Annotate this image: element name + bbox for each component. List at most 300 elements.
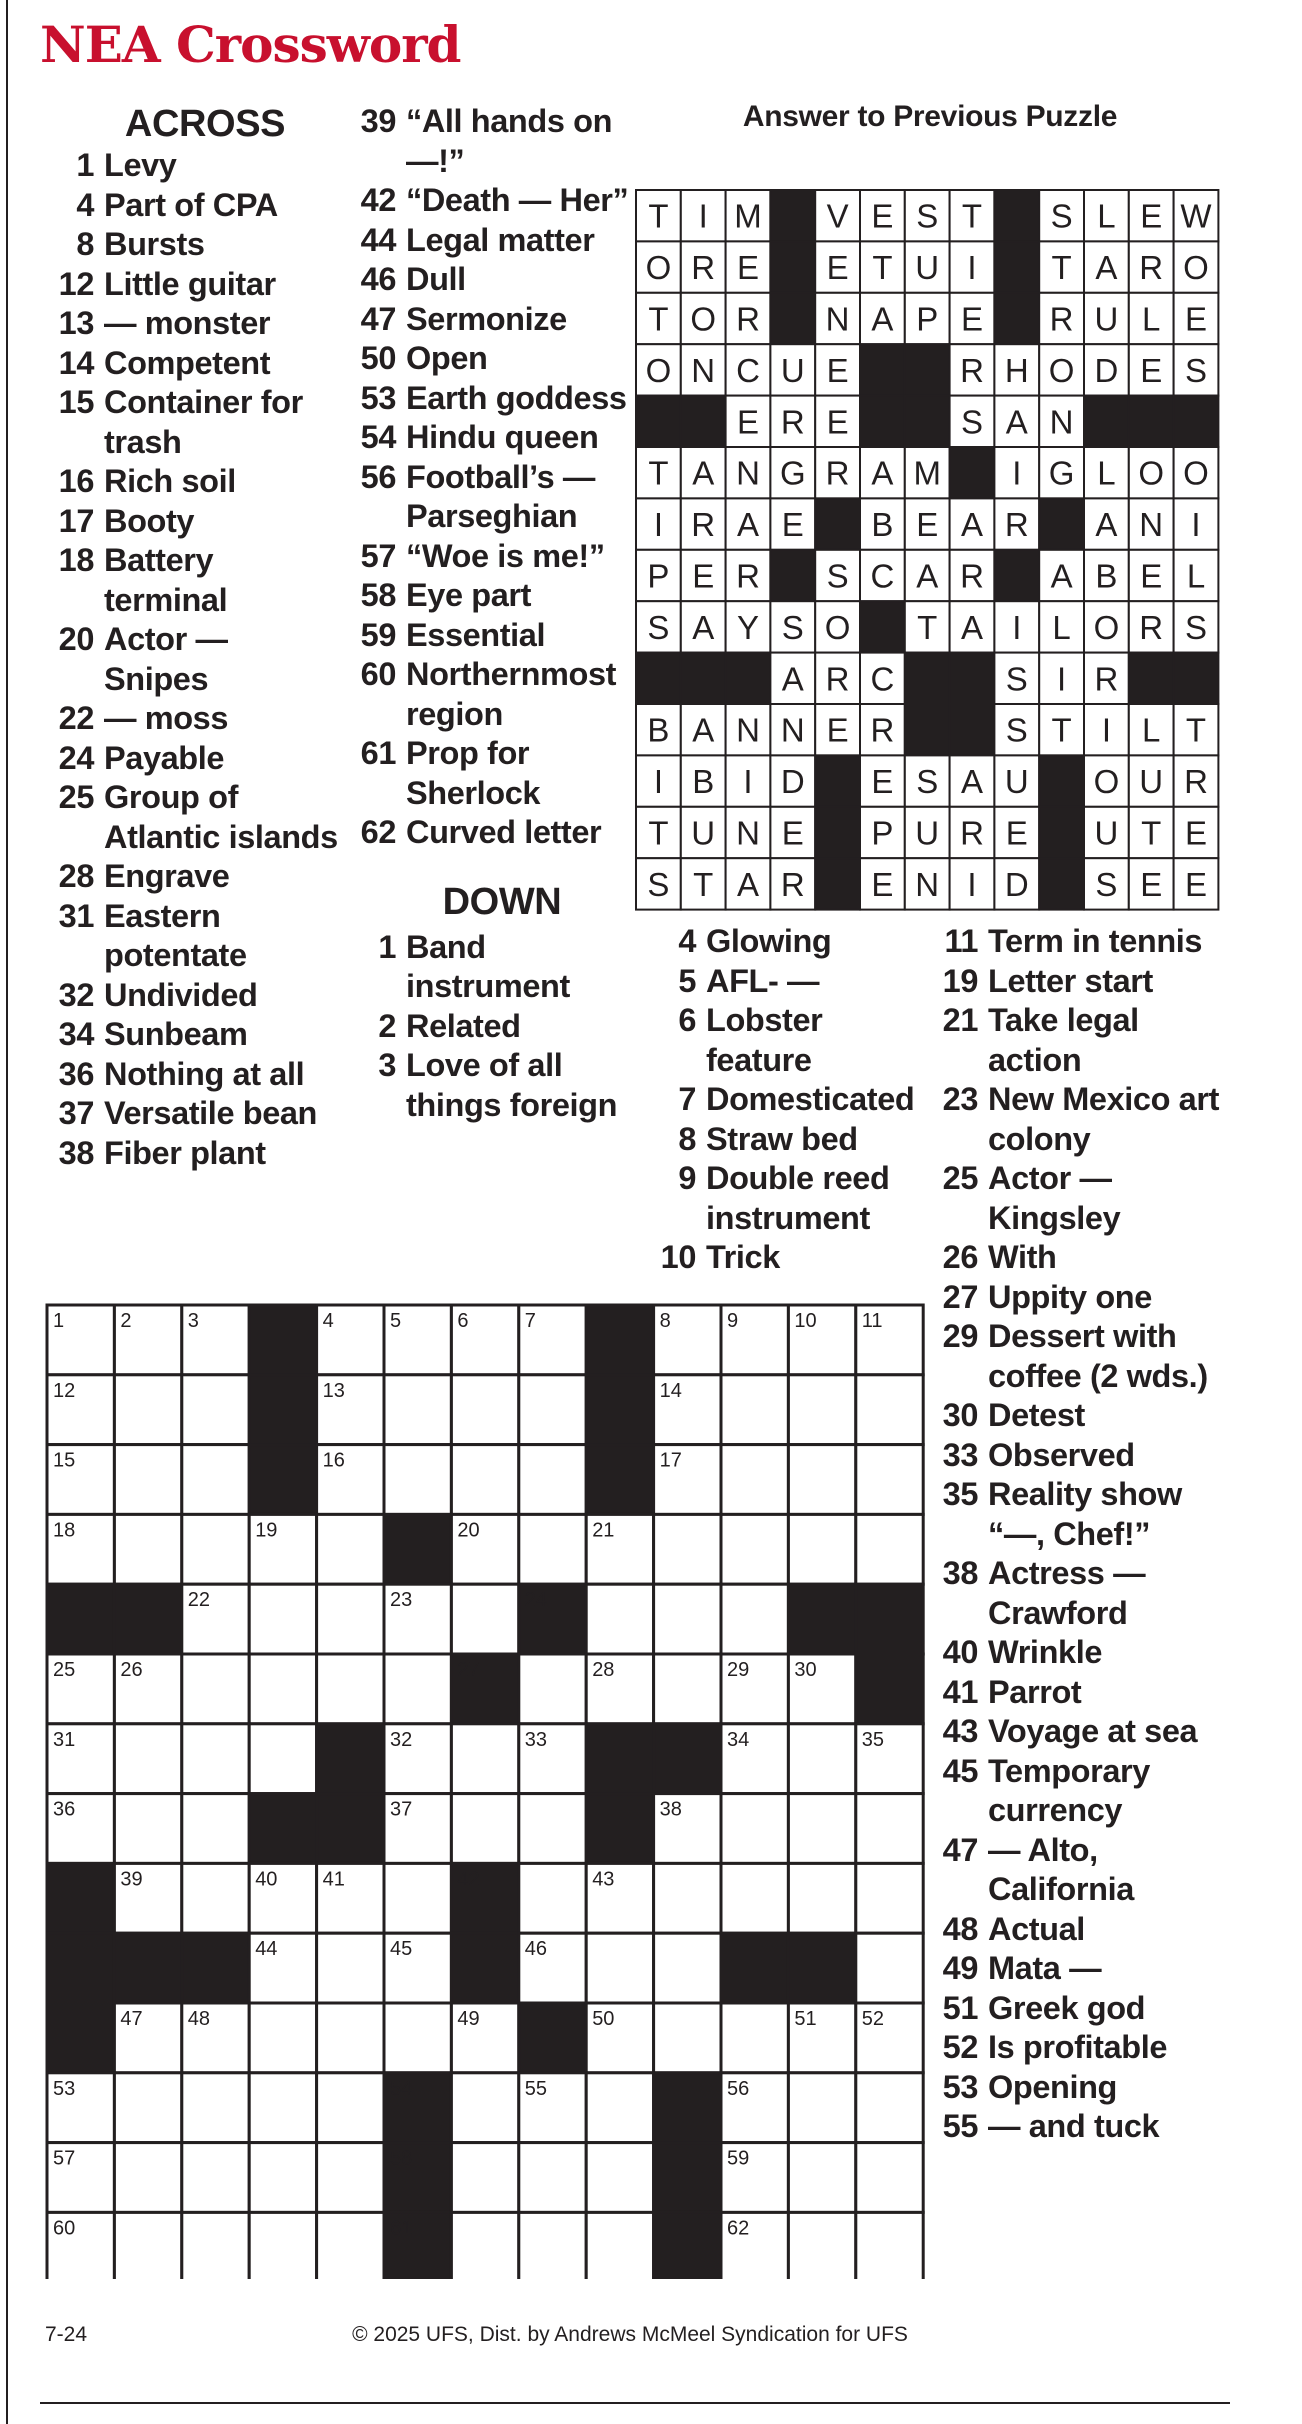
clue-text: Voyage at sea (988, 1713, 1198, 1749)
clue-number: 18 (58, 542, 94, 578)
clue-number: 5 (678, 962, 696, 999)
answer-letter: P (871, 814, 894, 852)
grid-cell[interactable] (384, 1654, 451, 1724)
clue-number: 49 (942, 1950, 978, 1986)
grid-cell[interactable] (182, 2073, 249, 2143)
across-clue (342, 616, 632, 656)
clue-number: 29 (942, 1318, 978, 1354)
answer-letter: E (692, 557, 715, 595)
across-clue (40, 146, 340, 186)
answer-letter: U (1094, 300, 1119, 338)
answer-letter: A (692, 711, 715, 749)
grid-cell[interactable] (856, 1375, 923, 1445)
across-clue (342, 300, 632, 340)
cell-number: 46 (524, 1938, 548, 1961)
grid-cell[interactable] (451, 1584, 518, 1654)
grid-cell[interactable] (721, 1375, 788, 1445)
clue-text: Eastern potentate (104, 897, 247, 973)
grid-cell[interactable] (654, 2003, 721, 2073)
clue-number: 24 (58, 739, 94, 776)
across-clue (40, 304, 340, 344)
down-clue (924, 1831, 1224, 1910)
answer-letter: G (779, 454, 806, 492)
grid-cell[interactable] (317, 2073, 384, 2143)
grid-cell[interactable] (519, 1794, 586, 1864)
clue-number: 6 (678, 1002, 696, 1038)
grid-cell[interactable] (249, 2073, 316, 2143)
clue-number: 8 (678, 1120, 696, 1157)
grid-cell[interactable] (788, 1375, 855, 1445)
grid-block-cell (654, 2073, 721, 2143)
cell-number: 25 (53, 1659, 76, 1681)
grid-cell[interactable] (788, 1445, 855, 1515)
down-clue (342, 1007, 632, 1047)
clue-text: Part of CPA (104, 186, 278, 223)
answer-letter: S (1005, 711, 1028, 749)
clue-number: 52 (942, 2029, 978, 2065)
down-clue (924, 1712, 1224, 1752)
clue-number: 19 (942, 962, 978, 999)
answer-letter: A (692, 608, 715, 646)
grid-cell[interactable] (856, 2143, 923, 2213)
grid-cell[interactable] (114, 2073, 181, 2143)
clue-number: 48 (942, 1910, 978, 1947)
answer-letter: P (916, 300, 939, 338)
grid-block-cell (47, 1863, 114, 1933)
grid-cell[interactable] (317, 2212, 384, 2279)
answer-block-cell (905, 653, 950, 704)
clue-text: Double reed instrument (706, 1160, 890, 1236)
grid-cell[interactable] (856, 1863, 923, 1933)
clue-number: 51 (942, 1989, 978, 2026)
down-clue (924, 1278, 1224, 1318)
grid-cell[interactable] (317, 1933, 384, 2003)
clue-number: 7 (678, 1081, 696, 1117)
grid-block-cell (788, 1933, 855, 2003)
clue-number: 21 (942, 1002, 978, 1038)
down-clue (924, 1752, 1224, 1831)
cell-number: 22 (187, 1589, 211, 1612)
clue-text: Trick (706, 1239, 780, 1275)
grid-cell[interactable] (721, 1514, 788, 1584)
across-clue (40, 186, 340, 226)
answer-letter: R (870, 711, 895, 749)
down-clue (642, 1120, 932, 1160)
grid-cell[interactable] (114, 2143, 181, 2213)
across-clue (342, 221, 632, 261)
grid-cell[interactable] (586, 2143, 653, 2213)
clue-text: Undivided (104, 976, 258, 1013)
grid-cell[interactable] (317, 1584, 384, 1654)
cell-number: 56 (727, 2077, 750, 2100)
clue-number: 14 (58, 344, 94, 381)
grid-cell[interactable] (721, 1794, 788, 1864)
grid-cell[interactable] (654, 1933, 721, 2003)
cell-number: 4 (322, 1310, 334, 1332)
answer-letter: U (691, 814, 716, 852)
answer-block-cell (860, 601, 905, 652)
across-clue (342, 537, 632, 577)
cell-number: 50 (592, 2008, 615, 2030)
cell-number: 32 (390, 1728, 413, 1751)
grid-cell[interactable] (721, 1445, 788, 1515)
cell-number: 42 (457, 1868, 480, 1891)
grid-cell[interactable] (451, 1375, 518, 1445)
cell-number: 14 (659, 1379, 682, 1402)
clue-text: “Death — Her” (406, 182, 629, 218)
grid-cell[interactable] (519, 1654, 586, 1724)
grid-cell[interactable] (586, 2073, 653, 2143)
answer-letter: I (1057, 660, 1067, 698)
grid-cell[interactable] (114, 1514, 181, 1584)
grid-cell[interactable] (182, 1654, 249, 1724)
grid-cell[interactable] (317, 2143, 384, 2213)
grid-cell[interactable] (788, 1863, 855, 1933)
puzzle-date: 7-24 (45, 2323, 88, 2346)
clue-text: Nothing at all (104, 1055, 305, 1092)
answer-letter: R (825, 660, 850, 698)
answer-letter: A (1095, 506, 1118, 544)
grid-cell[interactable] (249, 1724, 316, 1794)
grid-cell[interactable] (451, 1724, 518, 1794)
grid-cell[interactable] (788, 2143, 855, 2213)
grid-cell[interactable] (586, 1933, 653, 2003)
answer-letter: N (825, 300, 850, 338)
grid-cell[interactable] (384, 1445, 451, 1515)
answer-letter: D (1094, 351, 1119, 389)
clue-text: Greek god (988, 1989, 1146, 2026)
grid-cell[interactable] (788, 2212, 855, 2279)
answer-letter: I (653, 506, 663, 544)
across-clue (342, 576, 632, 616)
answer-block-cell (1039, 807, 1084, 858)
down-clue (924, 1080, 1224, 1159)
clue-number: 53 (360, 379, 396, 416)
grid-cell[interactable] (721, 1863, 788, 1933)
grid-cell[interactable] (654, 1654, 721, 1724)
across-clue (40, 1015, 340, 1055)
answer-letter: O (645, 351, 672, 389)
previous-answer-grid (634, 188, 1222, 922)
grid-cell[interactable] (586, 2212, 653, 2279)
cell-number: 39 (120, 1868, 143, 1891)
answer-letter: T (648, 300, 669, 338)
cell-number: 61 (390, 2217, 413, 2240)
grid-cell[interactable] (249, 1654, 316, 1724)
across-clue (342, 339, 632, 379)
clue-text: New Mexico art colony (988, 1081, 1220, 1157)
answer-letter: S (781, 608, 804, 646)
clue-text: Versatile bean (104, 1095, 317, 1131)
clue-text: Battery terminal (104, 542, 228, 618)
clue-text: “Woe is me!” (406, 537, 605, 574)
clue-number: 30 (942, 1397, 978, 1433)
answer-block-cell (950, 704, 995, 755)
grid-cell[interactable] (788, 2073, 855, 2143)
answer-letter: A (1005, 403, 1028, 441)
answer-block-cell (636, 396, 681, 447)
answer-letter: L (1142, 300, 1161, 338)
cell-number: 33 (524, 1728, 548, 1751)
answer-letter: U (1004, 763, 1029, 801)
answer-letter: I (1012, 608, 1022, 646)
clue-number: 10 (660, 1239, 696, 1275)
grid-cell[interactable] (182, 1514, 249, 1584)
answer-block-cell (994, 293, 1039, 344)
answer-letter: R (960, 814, 984, 852)
grid-cell[interactable] (114, 2212, 181, 2279)
grid-cell[interactable] (586, 1584, 653, 1654)
across-clue (342, 813, 632, 853)
clue-number: 27 (942, 1278, 978, 1315)
clue-text: Glowing (706, 923, 832, 959)
grid-cell[interactable] (451, 1794, 518, 1864)
answer-letter: B (647, 711, 670, 749)
grid-cell[interactable] (654, 1863, 721, 1933)
answer-letter: O (1183, 249, 1209, 287)
clue-text: Take legal action (988, 1002, 1139, 1078)
clue-text: Group of Atlantic islands (104, 779, 338, 855)
answer-letter: T (648, 814, 669, 852)
answer-letter: A (781, 660, 804, 698)
grid-cell[interactable] (114, 1794, 181, 1864)
answer-letter: B (692, 763, 715, 801)
cell-number: 43 (592, 1868, 615, 1891)
grid-cell[interactable] (182, 1794, 249, 1864)
grid-cell[interactable] (856, 1794, 923, 1864)
grid-block-cell (114, 1933, 181, 2003)
answer-block-cell (770, 241, 815, 292)
grid-cell[interactable] (519, 1445, 586, 1515)
answer-letter: D (780, 763, 805, 801)
down-column-3 (924, 922, 1224, 2147)
across-clue (342, 418, 632, 458)
crossword-grid (45, 1303, 925, 2279)
grid-cell[interactable] (519, 1375, 586, 1445)
clue-text: With (988, 1239, 1057, 1275)
clue-number: 35 (942, 1476, 978, 1512)
grid-cell[interactable] (317, 2003, 384, 2073)
answer-letter: E (826, 249, 849, 287)
answer-letter: O (1183, 454, 1209, 492)
grid-cell[interactable] (114, 1724, 181, 1794)
clue-number: 47 (360, 300, 396, 337)
grid-cell[interactable] (856, 2212, 923, 2279)
answer-letter: E (1140, 197, 1163, 235)
answer-letter: E (871, 197, 894, 235)
answer-letter: T (648, 197, 669, 235)
grid-cell[interactable] (721, 2003, 788, 2073)
across-clue (40, 699, 340, 739)
clue-text: Fiber plant (104, 1134, 266, 1171)
grid-cell[interactable] (451, 2143, 518, 2213)
answer-block-cell (1129, 653, 1174, 704)
down-clue-list-continued (924, 922, 1224, 2147)
cell-number: 27 (457, 1659, 480, 1681)
grid-cell[interactable] (249, 2212, 316, 2279)
cell-number: 54 (390, 2077, 413, 2100)
grid-block-cell (721, 1933, 788, 2003)
grid-cell[interactable] (654, 1514, 721, 1584)
clue-text: Letter start (988, 962, 1153, 999)
clue-number: 37 (58, 1095, 94, 1131)
clue-text: — moss (104, 700, 229, 736)
across-clue (40, 976, 340, 1016)
answer-block-cell (770, 550, 815, 601)
clue-number: 22 (58, 700, 94, 736)
answer-letter: A (692, 454, 715, 492)
down-clue (924, 2028, 1224, 2068)
grid-cell[interactable] (519, 1514, 586, 1584)
clue-text: Band instrument (406, 928, 570, 1004)
clue-text: Straw bed (706, 1120, 858, 1157)
answer-letter: E (826, 351, 849, 389)
grid-cell[interactable] (788, 1724, 855, 1794)
grid-block-cell (519, 2003, 586, 2073)
clue-number: 9 (678, 1160, 696, 1196)
answer-block-cell (770, 190, 815, 241)
clue-number: 39 (360, 103, 396, 139)
answer-letter: O (645, 249, 672, 287)
clue-text: Actor — Kingsley (988, 1160, 1121, 1236)
answer-letter: N (915, 865, 940, 903)
answer-letter: S (826, 557, 849, 595)
grid-cell[interactable] (317, 1514, 384, 1584)
clue-number: 13 (58, 305, 94, 341)
answer-letter: T (1051, 249, 1072, 287)
cell-number: 19 (255, 1519, 278, 1542)
grid-cell[interactable] (451, 2212, 518, 2279)
grid-cell[interactable] (721, 1584, 788, 1654)
grid-cell[interactable] (384, 1375, 451, 1445)
answer-letter: M (913, 454, 941, 492)
answer-letter: N (780, 711, 805, 749)
answer-letter: A (960, 506, 984, 544)
cell-number: 23 (390, 1589, 413, 1612)
clue-number: 55 (942, 2108, 978, 2144)
answer-letter: R (1094, 660, 1119, 698)
grid-cell[interactable] (114, 1375, 181, 1445)
answer-letter: S (1184, 608, 1208, 646)
answer-letter: P (647, 557, 670, 595)
across-clue (342, 458, 632, 537)
down-clue (642, 1080, 932, 1120)
answer-letter: O (1093, 608, 1120, 646)
grid-cell[interactable] (384, 1863, 451, 1933)
cell-number: 34 (727, 1728, 750, 1751)
answer-letter: R (780, 403, 805, 441)
down-clue (924, 2107, 1224, 2147)
down-clue (924, 1475, 1224, 1554)
clue-number: 41 (942, 1673, 978, 1710)
grid-cell[interactable] (856, 1933, 923, 2003)
across-clue (342, 379, 632, 419)
grid-cell[interactable] (519, 2212, 586, 2279)
answer-letter: E (916, 506, 939, 544)
cell-number: 29 (727, 1659, 750, 1681)
clue-text: — and tuck (988, 2108, 1160, 2144)
answer-letter: S (1005, 660, 1028, 698)
grid-cell[interactable] (856, 1445, 923, 1515)
grid-cell[interactable] (182, 1445, 249, 1515)
across-clue (40, 265, 340, 305)
grid-cell[interactable] (451, 1445, 518, 1515)
clue-text: Little guitar (104, 265, 276, 302)
clue-text: Eye part (406, 577, 532, 613)
answer-block-cell (994, 550, 1039, 601)
cell-number: 51 (794, 2008, 817, 2030)
grid-cell[interactable] (451, 2073, 518, 2143)
answer-letter: R (691, 249, 716, 287)
answer-letter: N (736, 711, 760, 749)
across-heading: ACROSS (124, 103, 286, 145)
grid-block-cell (317, 1794, 384, 1864)
grid-cell[interactable] (249, 1584, 316, 1654)
answer-letter: A (960, 608, 984, 646)
grid-cell[interactable] (114, 1445, 181, 1515)
answer-letter: E (1140, 557, 1163, 595)
answer-letter: N (736, 814, 760, 852)
grid-cell[interactable] (856, 2073, 923, 2143)
cell-number: 38 (659, 1798, 682, 1821)
grid-cell[interactable] (182, 1375, 249, 1445)
grid-cell[interactable] (182, 1863, 249, 1933)
answer-letter: E (960, 300, 984, 338)
grid-cell[interactable] (856, 1514, 923, 1584)
answer-letter: E (1005, 814, 1028, 852)
answer-letter: A (871, 300, 894, 338)
grid-cell[interactable] (249, 2003, 316, 2073)
answer-block-cell (1084, 396, 1129, 447)
answer-block-cell (1039, 498, 1084, 549)
grid-cell[interactable] (249, 2143, 316, 2213)
clue-text: — monster (104, 305, 271, 341)
grid-cell[interactable] (654, 1584, 721, 1654)
answer-letter: O (1093, 763, 1120, 801)
answer-letter: R (736, 300, 760, 338)
grid-cell[interactable] (788, 1794, 855, 1864)
grid-block-cell (249, 1305, 316, 1375)
across-clue (40, 1055, 340, 1095)
clue-text: Northernmost region (406, 656, 617, 732)
cell-number: 53 (53, 2077, 76, 2100)
answer-letter: R (691, 506, 716, 544)
answer-letter: E (1140, 351, 1163, 389)
answer-letter: L (1142, 711, 1161, 749)
answer-block-cell (905, 344, 950, 395)
answer-letter: U (915, 814, 940, 852)
clue-text: AFL- — (706, 962, 820, 999)
clue-number: 1 (76, 147, 94, 183)
grid-cell[interactable] (182, 1724, 249, 1794)
answer-letter: R (1004, 506, 1029, 544)
answer-letter: T (872, 249, 893, 287)
answer-letter: N (691, 351, 716, 389)
clue-text: Hindu queen (406, 419, 599, 455)
grid-cell[interactable] (384, 2003, 451, 2073)
grid-cell[interactable] (182, 2143, 249, 2213)
cell-number: 16 (322, 1449, 345, 1472)
grid-cell[interactable] (182, 2212, 249, 2279)
grid-block-cell (47, 2003, 114, 2073)
grid-cell[interactable] (317, 1654, 384, 1724)
cell-number: 48 (187, 2008, 211, 2030)
grid-cell[interactable] (519, 2143, 586, 2213)
grid-cell[interactable] (519, 1863, 586, 1933)
grid-cell[interactable] (788, 1514, 855, 1584)
across-clue (40, 857, 340, 897)
cell-number: 49 (457, 2008, 480, 2030)
